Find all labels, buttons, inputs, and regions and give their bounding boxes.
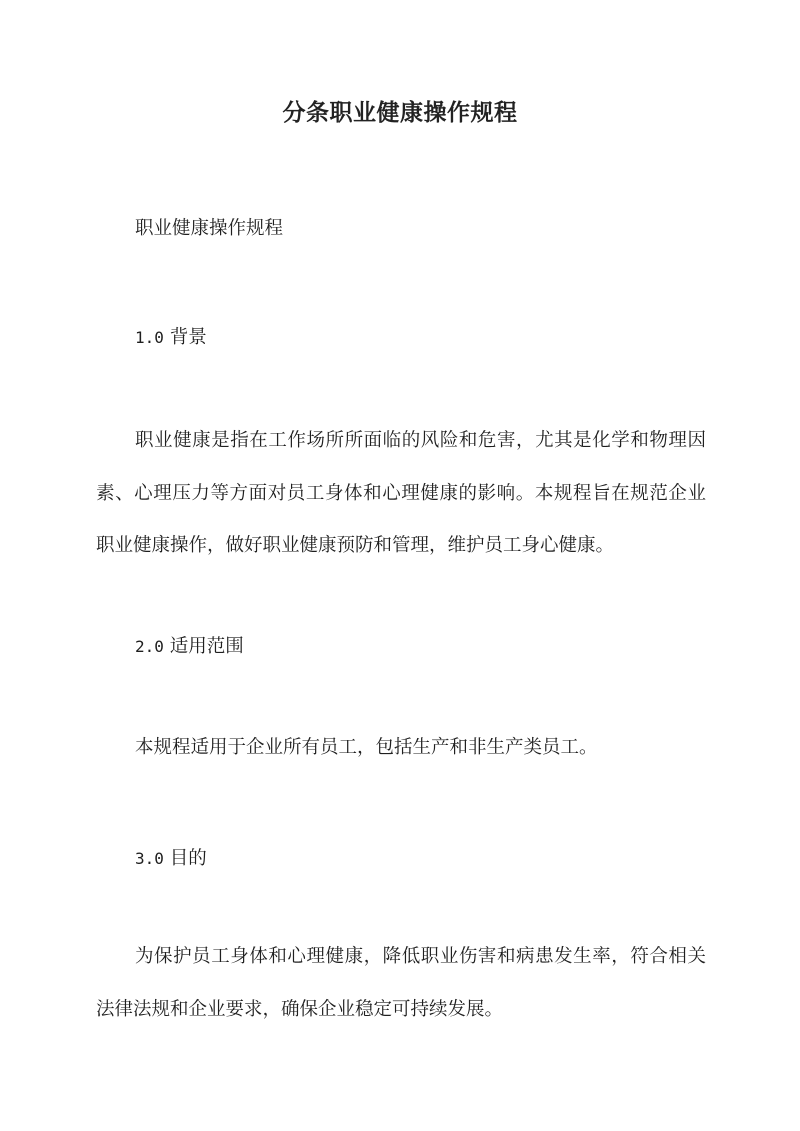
section-heading-purpose <box>96 845 706 873</box>
document-subtitle: 职业健康操作规程 <box>135 218 284 239</box>
section-heading-scope <box>96 633 706 661</box>
section-title: 适用范围 <box>169 636 244 657</box>
section-number: 1.0 <box>135 328 164 347</box>
section-title: 目的 <box>169 848 207 869</box>
section-title: 背景 <box>169 327 207 348</box>
document-title: 分条职业健康操作规程 <box>282 99 518 126</box>
section-paragraph-purpose: 为保护员工身体和心理健康，降低职业伤害和病患发生率，符合相关法律法规和企业要求，确保企业稳定可持续发展。 <box>96 946 706 1020</box>
section-paragraph-background: 职业健康是指在工作场所所面临的风险和危害，尤其是化学和物理因素、心理压力等方面对员工身体和心理健康的影响。本规程旨在规范企业职业健康操作，做好职业健康预防和管理，维护员工身心健康。 <box>96 430 706 556</box>
section-number: 3.0 <box>135 849 164 868</box>
section-number: 2.0 <box>135 637 164 656</box>
section-paragraph-scope: 本规程适用于企业所有员工，包括生产和非生产类员工。 <box>135 737 598 758</box>
section-heading-background <box>96 324 706 352</box>
